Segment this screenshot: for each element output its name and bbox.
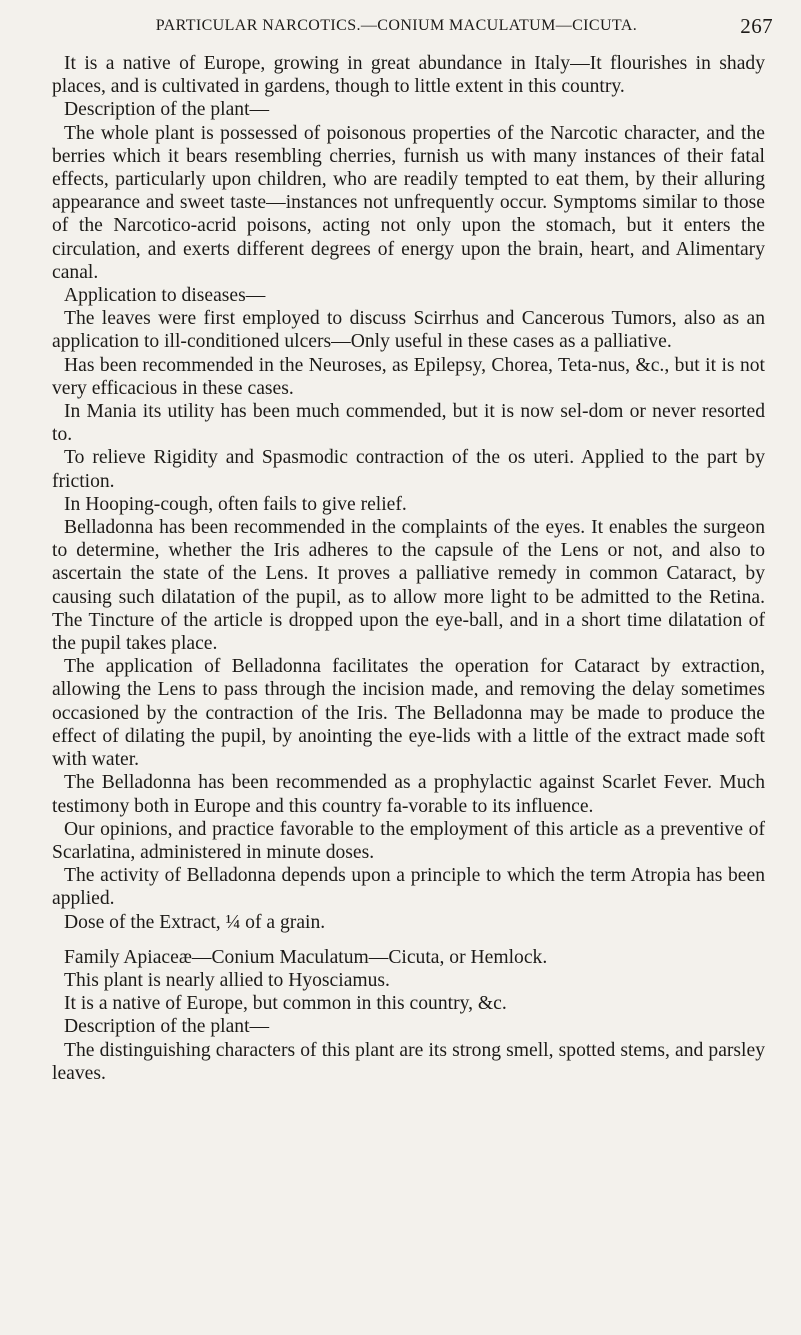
paragraph: It is a native of Europe, growing in great abundance in Italy—It flourishes in shady places, and is cultivated in gardens, though to little extent in this country. [52,53,765,98]
paragraph: This plant is nearly allied to Hyosciamus. [64,969,390,991]
paragraph: Belladonna has been recommended in the complaints of the eyes. It enables the surgeon to determine, whether the Iris adheres to the capsule of the Lens or not, and also to ascertain the state of the Lens. It proves a palliative remedy in common Cataract, by causing such dilatation of the pupil, as to allow more light to be admitted to the Retina. The Tincture of the article is dropped upon the eye-ball, and in a short time dilatation of the pupil takes place. [52,517,765,655]
running-head [52,12,773,52]
paragraph: Description of the plant— [64,99,270,121]
paragraph: Description of the plant— [64,1016,270,1038]
paragraph: The application of Belladonna facilitates the operation for Cataract by extraction, allowing the Lens to pass through the incision made, and removing the delay sometimes occasioned by the contraction of the Iris. The Belladonna may be made to produce the effect of dilating the pupil, by anointing the eye-lids with a little of the extract made soft with water. [52,656,765,771]
paragraph: In Hooping-cough, often fails to give relief. [64,493,407,515]
running-head-title: PARTICULAR NARCOTICS.—CONIUM MACULATUM—CICUTA. [155,17,638,34]
paragraph: Dose of the Extract, ¼ of a grain. [64,911,326,933]
paragraph: The distinguishing characters of this plant are its strong smell, spotted stems, and parsley leaves. [52,1039,765,1084]
paragraph: The Belladonna has been recommended as a prophylactic against Scarlet Fever. Much testimony both in Europe and this country fa-vorable to its influence. [52,772,765,817]
paragraph: It is a native of Europe, but common in this country, &c. [64,993,507,1015]
paragraph: Application to diseases— [64,285,266,307]
page-number: 267 [740,14,773,38]
paragraph: The whole plant is possessed of poisonous properties of the Narcotic character, and the berries which it bears resembling cherries, furnish us with many instances of their fatal effects, particularly upon children, who are readily tempted to eat them, by their alluring appearance and sweet taste—instances not unfrequently occur. Symptoms similar to those of the Narcotico-acrid poisons, acting not only upon the stomach, but it enters the circulation, and exerts different degrees of energy upon the brain, heart, and Alimentary canal. [52,122,765,283]
paragraph: In Mania its utility has been much commended, but it is now sel-dom or never resorted to. [52,401,765,446]
paragraph: To relieve Rigidity and Spasmodic contraction of the os uteri. Applied to the part by friction. [52,447,765,492]
paragraph: Our opinions, and practice favorable to the employment of this article as a preventive of Scarlatina, administered in minute doses. [52,818,765,863]
section-heading: Family Apiaceæ—Conium Maculatum—Cicuta, or Hemlock. [64,946,548,968]
paragraph: The leaves were first employed to discuss Scirrhus and Cancerous Tumors, also as an application to ill-conditioned ulcers—Only useful in these cases as a palliative. [52,308,765,353]
paragraph: The activity of Belladonna depends upon a principle to which the term Atropia has been applied. [52,865,765,910]
paragraph: Has been recommended in the Neuroses, as Epilepsy, Chorea, Teta-nus, &c., but it is not very efficacious in these cases. [52,354,765,399]
page-body [52,52,765,1085]
